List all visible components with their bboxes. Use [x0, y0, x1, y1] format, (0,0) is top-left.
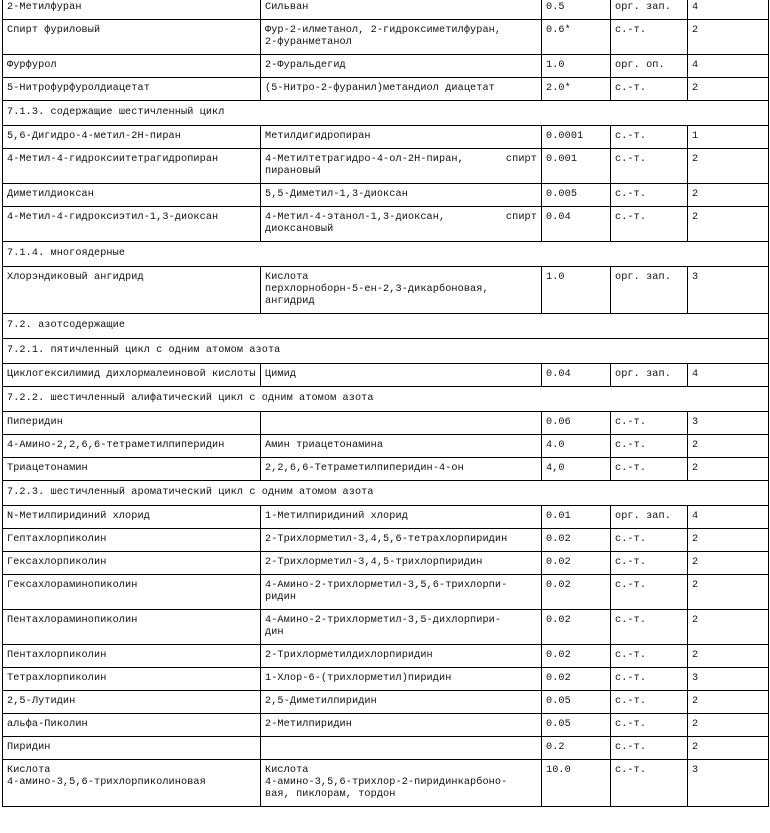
limit-value-cell: 4.0 [542, 435, 611, 458]
hazard-class-cell: 4 [688, 0, 769, 20]
hazard-indicator-cell: с.-т. [611, 20, 688, 55]
hazard-indicator-cell: с.-т. [611, 184, 688, 207]
hazard-class-cell: 2 [688, 645, 769, 668]
substance-name-cell: Тетрахлорпиколин [3, 668, 261, 691]
hazard-indicator-cell: с.-т. [611, 78, 688, 101]
limit-value-cell: 0.6* [542, 20, 611, 55]
table-row [3, 20, 769, 55]
synonym-cell [261, 737, 542, 760]
table-row [3, 552, 769, 575]
limit-value-cell: 0.01 [542, 506, 611, 529]
limit-value-cell: 0.02 [542, 529, 611, 552]
hazard-indicator-cell: с.-т. [611, 737, 688, 760]
section-header-row [3, 101, 769, 126]
substances-table-body [3, 0, 769, 807]
substance-name-cell: Фурфурол [3, 55, 261, 78]
section-header-row [3, 242, 769, 267]
substance-name-cell: альфа-Пиколин [3, 714, 261, 737]
synonym-cell: 2-Метилпиридин [261, 714, 542, 737]
limit-value-cell: 0.5 [542, 0, 611, 20]
limit-value-cell: 0.02 [542, 645, 611, 668]
synonym-cell: 2,5-Диметилпиридин [261, 691, 542, 714]
hazard-indicator-cell: с.-т. [611, 126, 688, 149]
hazard-class-cell: 2 [688, 610, 769, 645]
table-row [3, 0, 769, 20]
substance-name-cell: 5,6-Дигидро-4-метил-2Н-пиран [3, 126, 261, 149]
limit-value-cell: 4,0 [542, 458, 611, 481]
substance-name-cell: 2-Метилфуран [3, 0, 261, 20]
substance-name-cell: Гексахлорпиколин [3, 552, 261, 575]
limit-value-cell: 0.04 [542, 364, 611, 387]
section-header-row [3, 481, 769, 506]
section-title: 7.1.4. многоядерные [3, 242, 769, 267]
hazard-class-cell: 2 [688, 184, 769, 207]
limit-value-cell: 0.02 [542, 575, 611, 610]
hazard-indicator-cell: с.-т. [611, 149, 688, 184]
table-row [3, 737, 769, 760]
hazard-indicator-cell: с.-т. [611, 412, 688, 435]
limit-value-cell: 0.001 [542, 149, 611, 184]
hazard-indicator-cell: орг. зап. [611, 506, 688, 529]
substance-name-cell: Диметилдиоксан [3, 184, 261, 207]
table-row [3, 149, 769, 184]
synonym-cell: 2-Фуральдегид [261, 55, 542, 78]
table-row [3, 529, 769, 552]
hazard-indicator-cell: орг. зап. [611, 364, 688, 387]
section-title: 7.2. азотсодержащие [3, 314, 769, 339]
hazard-class-cell: 2 [688, 737, 769, 760]
hazard-class-cell: 2 [688, 691, 769, 714]
hazard-class-cell: 2 [688, 149, 769, 184]
synonym-cell: Кислота 4-амино-3,5,6-трихлор-2-пиридинкарбоно- вая, пиклорам, тордон [261, 760, 542, 807]
hazard-class-cell: 2 [688, 714, 769, 737]
hazard-indicator-cell: орг. оп. [611, 55, 688, 78]
section-header-row [3, 314, 769, 339]
hazard-class-cell: 3 [688, 668, 769, 691]
synonym-cell: Метилдигидропиран [261, 126, 542, 149]
synonym-cell: Кислота перхлорноборн-5-ен-2,3-дикарбоновая, ангидрид [261, 267, 542, 314]
table-row [3, 78, 769, 101]
limit-value-cell: 1.0 [542, 55, 611, 78]
hazard-class-cell: 2 [688, 575, 769, 610]
substance-name-cell: Гептахлорпиколин [3, 529, 261, 552]
table-row [3, 267, 769, 314]
hazard-class-cell: 4 [688, 506, 769, 529]
limit-value-cell: 0.005 [542, 184, 611, 207]
hazard-indicator-cell: с.-т. [611, 458, 688, 481]
table-row [3, 412, 769, 435]
table-row [3, 668, 769, 691]
hazard-indicator-cell: с.-т. [611, 529, 688, 552]
substance-name-cell: 4-Амино-2,2,6,6-тетраметилпиперидин [3, 435, 261, 458]
substance-name-cell: Циклогексилимид дихлормалеиновой кислоты [3, 364, 261, 387]
table-row [3, 126, 769, 149]
synonym-cell [261, 412, 542, 435]
hazard-indicator-cell: с.-т. [611, 645, 688, 668]
substance-name-cell: Хлорэндиковый ангидрид [3, 267, 261, 314]
synonym-cell: 4-Метил-4-этанол-1,3-диоксан, спирт диоксановый [261, 207, 542, 242]
limit-value-cell: 0.0001 [542, 126, 611, 149]
table-row [3, 55, 769, 78]
substances-table [2, 0, 769, 807]
synonym-cell: 4-Амино-2-трихлорметил-3,5-дихлорпири- дин [261, 610, 542, 645]
synonym-cell: 5,5-Диметил-1,3-диоксан [261, 184, 542, 207]
synonym-cell: (5-Нитро-2-фуранил)метандиол диацетат [261, 78, 542, 101]
limit-value-cell: 0.04 [542, 207, 611, 242]
hazard-indicator-cell: с.-т. [611, 207, 688, 242]
hazard-class-cell: 2 [688, 529, 769, 552]
substance-name-cell: Пиперидин [3, 412, 261, 435]
section-title: 7.1.3. содержащие шестичленный цикл [3, 101, 769, 126]
limit-value-cell: 1.0 [542, 267, 611, 314]
table-row [3, 691, 769, 714]
hazard-indicator-cell: с.-т. [611, 610, 688, 645]
hazard-class-cell: 3 [688, 760, 769, 807]
substance-name-cell: Спирт фуриловый [3, 20, 261, 55]
synonym-cell: Сильван [261, 0, 542, 20]
limit-value-cell: 0.2 [542, 737, 611, 760]
table-row [3, 364, 769, 387]
synonym-cell: 1-Метилпиридиний хлорид [261, 506, 542, 529]
hazard-class-cell: 2 [688, 435, 769, 458]
hazard-class-cell: 2 [688, 552, 769, 575]
limit-value-cell: 0.02 [542, 668, 611, 691]
substance-name-cell: Пентахлорпиколин [3, 645, 261, 668]
substance-name-cell: Пиридин [3, 737, 261, 760]
hazard-class-cell: 3 [688, 267, 769, 314]
hazard-indicator-cell: с.-т. [611, 691, 688, 714]
synonym-cell: 2-Трихлорметил-3,4,5,6-тетрахлорпиридин [261, 529, 542, 552]
hazard-indicator-cell: с.-т. [611, 552, 688, 575]
limit-value-cell: 10.0 [542, 760, 611, 807]
hazard-class-cell: 2 [688, 78, 769, 101]
synonym-cell: 2-Трихлорметил-3,4,5-трихлорпиридин [261, 552, 542, 575]
hazard-indicator-cell: орг. зап. [611, 267, 688, 314]
substance-name-cell: 4-Метил-4-гидроксиэтил-1,3-диоксан [3, 207, 261, 242]
hazard-indicator-cell: с.-т. [611, 714, 688, 737]
hazard-indicator-cell: с.-т. [611, 668, 688, 691]
hazard-indicator-cell: с.-т. [611, 435, 688, 458]
hazard-class-cell: 4 [688, 55, 769, 78]
section-header-row [3, 339, 769, 364]
hazard-class-cell: 3 [688, 412, 769, 435]
table-row [3, 435, 769, 458]
table-row [3, 714, 769, 737]
substance-name-cell: N-Метилпиридиний хлорид [3, 506, 261, 529]
table-row [3, 575, 769, 610]
limit-value-cell: 0.02 [542, 610, 611, 645]
limit-value-cell: 0.06 [542, 412, 611, 435]
synonym-cell: 2,2,6,6-Тетраметилпиперидин-4-он [261, 458, 542, 481]
section-title: 7.2.2. шестичленный алифатический цикл с одним атомом азота [3, 387, 769, 412]
limit-value-cell: 0.05 [542, 714, 611, 737]
substance-name-cell: Триацетонамин [3, 458, 261, 481]
substance-name-cell: Пентахлораминопиколин [3, 610, 261, 645]
synonym-cell: 4-Амино-2-трихлорметил-3,5,6-трихлорпи- ридин [261, 575, 542, 610]
table-row [3, 458, 769, 481]
limit-value-cell: 2.0* [542, 78, 611, 101]
table-row [3, 645, 769, 668]
substance-name-cell: 5-Нитрофурфуролдиацетат [3, 78, 261, 101]
hazard-indicator-cell: с.-т. [611, 760, 688, 807]
table-row [3, 184, 769, 207]
table-row [3, 610, 769, 645]
synonym-cell: Цимид [261, 364, 542, 387]
synonym-cell: 4-Метилтетрагидро-4-ол-2Н-пиран, спирт пирановый [261, 149, 542, 184]
hazard-class-cell: 2 [688, 20, 769, 55]
substance-name-cell: 2,5-Лутидин [3, 691, 261, 714]
hazard-class-cell: 2 [688, 458, 769, 481]
table-row [3, 207, 769, 242]
synonym-cell: 2-Трихлорметилдихлорпиридин [261, 645, 542, 668]
limit-value-cell: 0.05 [542, 691, 611, 714]
section-header-row [3, 387, 769, 412]
substance-name-cell: Кислота 4-амино-3,5,6-трихлорпиколиновая [3, 760, 261, 807]
hazard-class-cell: 4 [688, 364, 769, 387]
substance-name-cell: Гексахлораминопиколин [3, 575, 261, 610]
section-title: 7.2.3. шестичленный ароматический цикл с одним атомом азота [3, 481, 769, 506]
hazard-class-cell: 1 [688, 126, 769, 149]
synonym-cell: Фур-2-илметанол, 2-гидроксиметилфуран, 2-фуранметанол [261, 20, 542, 55]
hazard-indicator-cell: с.-т. [611, 575, 688, 610]
synonym-cell: Амин триацетонамина [261, 435, 542, 458]
synonym-cell: 1-Хлор-6-(трихлорметил)пиридин [261, 668, 542, 691]
section-title: 7.2.1. пятичленный цикл с одним атомом азота [3, 339, 769, 364]
hazard-indicator-cell: орг. зап. [611, 0, 688, 20]
substance-name-cell: 4-Метил-4-гидроксиитетрагидропиран [3, 149, 261, 184]
hazard-class-cell: 2 [688, 207, 769, 242]
table-row [3, 506, 769, 529]
limit-value-cell: 0.02 [542, 552, 611, 575]
table-row [3, 760, 769, 807]
